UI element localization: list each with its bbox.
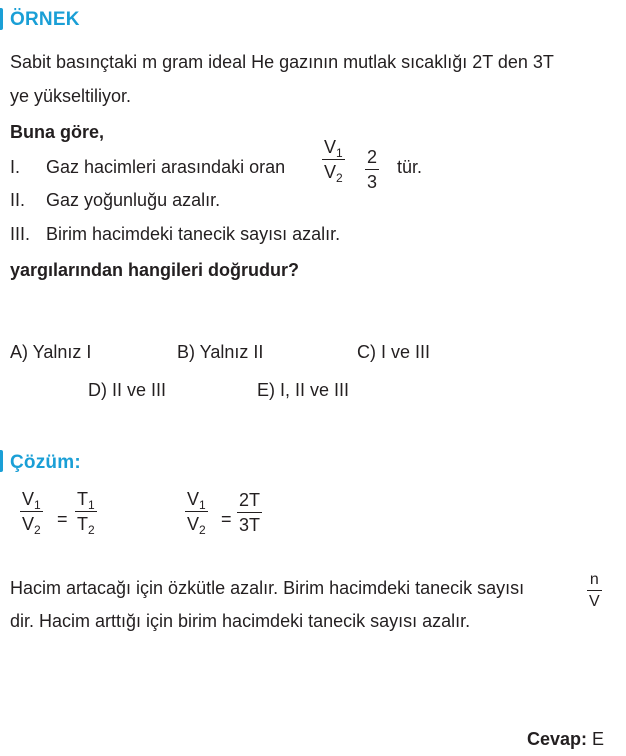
option-e[interactable]: E) I, II ve III	[257, 380, 350, 400]
statement-3-numeral: III.	[10, 224, 31, 244]
solution-heading: Çözüm:	[10, 452, 81, 473]
statement-2-text: Gaz yoğunluğu azalır.	[46, 190, 221, 210]
question-prompt: yargılarından hangileri doğrudur?	[10, 260, 300, 280]
question-line-2: ye yükseltiliyor.	[10, 86, 132, 106]
solution-eq1-equals: =	[57, 509, 68, 529]
solution-eq1-lhs: $V_1$ $V_2$	[22, 489, 41, 537]
question-line-1: Sabit basınçtaki m gram ideal He gazının mutlak sıcaklığı 2T den 3T	[10, 52, 554, 72]
option-b[interactable]: B) Yalnız II	[177, 342, 264, 362]
answer	[527, 729, 604, 750]
statement-1-value-fraction: 2 3	[367, 147, 378, 192]
example-heading: ÖRNEK	[10, 9, 80, 30]
question-lead: Buna göre,	[10, 122, 105, 142]
statement-1-suffix: tür.	[397, 157, 423, 177]
solution-eq1-rhs: $T_1$ $T_2$	[77, 489, 95, 537]
answer-value: E	[592, 729, 605, 749]
solution-density-fraction: n V	[589, 571, 600, 610]
option-c[interactable]: C) I ve III	[357, 342, 431, 362]
statement-3-text: Birim hacimdeki tanecik sayısı azalır.	[46, 224, 341, 244]
accent-bar-solution	[0, 450, 3, 472]
solution-explanation-line-2: dir. Hacim arttığı için birim hacimdeki tanecik sayısı azalır.	[10, 611, 471, 631]
option-a[interactable]: A) Yalnız I	[10, 342, 92, 362]
option-d[interactable]: D) II ve III	[88, 380, 167, 400]
solution-eq2-lhs: $V_1$ $V_2$	[187, 489, 206, 537]
statement-1-numeral: I.	[10, 157, 21, 177]
solution-eq2-equals: =	[221, 509, 232, 529]
solution-explanation-line-1: Hacim artacağı için özkütle azalır. Birim hacimdeki tanecik sayısı	[10, 578, 525, 598]
accent-bar-top	[0, 8, 3, 30]
statement-1-volume-ratio: $V_1$ $V_2$	[324, 137, 343, 185]
statement-2-numeral: II.	[10, 190, 26, 210]
statement-1-text: Gaz hacimleri arasındaki oran	[46, 157, 286, 177]
solution-eq2-rhs: 2T 3T	[239, 490, 261, 535]
answer-label: Cevap:	[527, 729, 588, 749]
